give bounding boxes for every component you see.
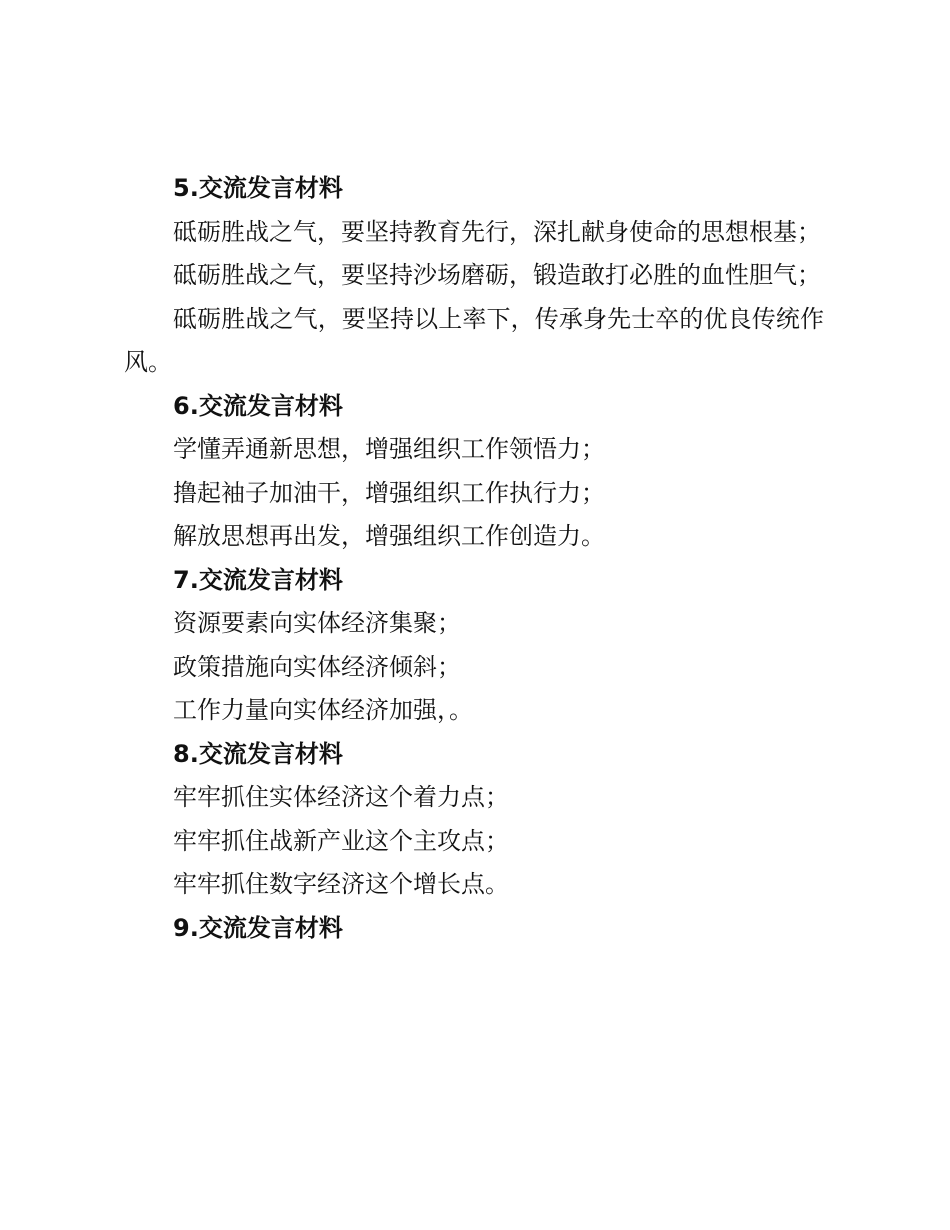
- section-title: 9.交流发言材料: [173, 913, 343, 942]
- paragraph: 牢牢抓住实体经济这个着力点；: [173, 783, 509, 811]
- section-6: [124, 385, 824, 559]
- section-5: [124, 167, 824, 385]
- paragraph: 撸起袖子加油干，增强组织工作执行力；: [173, 478, 605, 507]
- paragraph: 牢牢抓住数字经济这个增长点。: [173, 870, 509, 898]
- paragraph: 砥砺胜战之气，要坚持以上率下，传承身先士卒的优良传统作风。: [124, 304, 824, 376]
- paragraph: 资源要素向实体经济集聚；: [173, 609, 461, 637]
- section-title: 5.交流发言材料: [173, 174, 343, 202]
- section-title: 6.交流发言材料: [173, 391, 343, 420]
- paragraph: 砥砺胜战之气，要坚持沙场磨砺，锻造敢打必胜的血性胆气；: [173, 261, 821, 289]
- paragraph: 牢牢抓住战新产业这个主攻点；: [173, 826, 509, 855]
- section-9: [124, 907, 824, 951]
- section-8: [124, 733, 824, 907]
- section-title: 8.交流发言材料: [173, 739, 343, 768]
- section-title: 7.交流发言材料: [173, 565, 343, 594]
- paragraph: 政策措施向实体经济倾斜；: [173, 652, 461, 681]
- paragraph: 学懂弄通新思想，增强组织工作领悟力；: [173, 435, 605, 463]
- paragraph: 解放思想再出发，增强组织工作创造力。: [173, 522, 605, 550]
- paragraph: 砥砺胜战之气，要坚持教育先行，深扎献身使命的思想根基；: [173, 217, 821, 246]
- document-body: [124, 167, 824, 950]
- section-7: [124, 559, 824, 733]
- paragraph: 工作力量向实体经济加强，。: [173, 696, 473, 724]
